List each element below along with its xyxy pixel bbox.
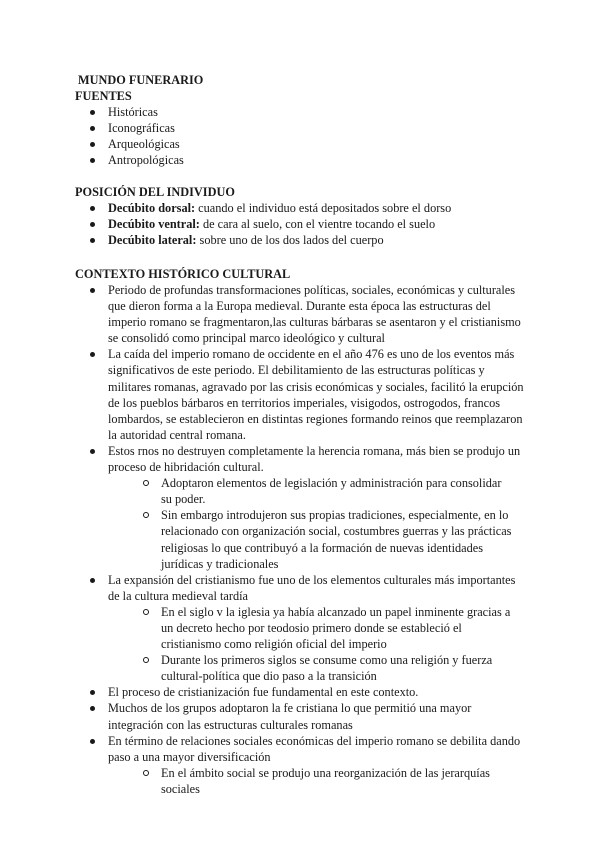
sublist xyxy=(143,604,513,684)
list-item-text: Estos rnos no destruyen completamente la herencia romana, más bien se produjo un proceso de hibridación cultural. xyxy=(108,443,521,475)
list-item: Antropológicas xyxy=(89,152,509,168)
sublist xyxy=(143,475,513,572)
list-item: Muchos de los grupos adoptaron la fe cristiana lo que permitió una mayor integración con las estructuras culturales romanas xyxy=(89,700,529,732)
list-item xyxy=(89,443,529,572)
term-label: Decúbito lateral: xyxy=(108,233,197,248)
list-item: Históricas xyxy=(89,104,509,120)
contexto-list xyxy=(89,282,529,797)
section-heading-contexto: CONTEXTO HISTÓRICO CULTURAL xyxy=(75,267,291,281)
sublist-item: En el siglo v la iglesia ya había alcanzado un papel inminente gracias a un decreto hecho por teodosio primero donde se estableció el cristianismo como religión oficial del imperio xyxy=(143,604,513,652)
list-item: Iconográficas xyxy=(89,120,509,136)
list-item xyxy=(89,200,529,216)
term-description: sobre uno de los dos lados del cuerpo xyxy=(196,233,384,248)
list-item: Arqueológicas xyxy=(89,136,509,152)
list-item: El proceso de cristianización fue fundamental en este contexto. xyxy=(89,684,529,700)
sublist-item: En el ámbito social se produjo una reorganización de las jerarquías sociales xyxy=(143,765,513,797)
term-label: Decúbito dorsal: xyxy=(108,201,196,215)
list-item: La caída del imperio romano de occidente en el año 476 es uno de los eventos más significativos de este periodo. El debilitamiento de las estructuras políticas y militares romanas, agravado por las crisis económicas y sociales, facilitó la erupción de los pueblos bárbaros en territorios imperiales, visigodos, ostrogodos, francos lombardos, se establecieron en distintas regiones formando reinos que reemplazaron la autoridad central romana. xyxy=(89,346,529,443)
sublist-item: Adoptaron elementos de legislación y administración para consolidar su poder. xyxy=(143,475,513,507)
list-item xyxy=(89,572,529,685)
list-item-text: La expansión del cristianismo fue uno de los elementos culturales más importantes de la cultura medieval tardía xyxy=(108,572,516,603)
document-title: MUNDO FUNERARIO xyxy=(78,73,204,87)
list-item: Periodo de profundas transformaciones políticas, sociales, económicas y culturales que dieron forma a la Europa medieval. Durante esta época las estructuras del imperio romano se fragmentaron,las culturas bárbaras se asentaron y el cristianismo se consolidó como principal marco ideológico y cultural xyxy=(89,282,529,346)
sublist-item: Sin embargo introdujeron sus propias tradiciones, especialmente, en lo relacionado con organización social, costumbres guerras y las prácticas religiosas lo que contribuyó a la formación de nuevas identidades jurídicas y tradicionales xyxy=(143,507,513,571)
list-item-text: En término de relaciones sociales económicas del imperio romano se debilita dando paso a una mayor diversificación xyxy=(108,733,521,764)
term-label: Decúbito ventral: xyxy=(108,217,200,232)
list-item xyxy=(89,232,529,248)
sublist-item: Durante los primeros siglos se consume como una religión y fuerza cultural-política que dio paso a la transición xyxy=(143,652,513,684)
list-item xyxy=(89,216,529,232)
sublist xyxy=(143,765,513,797)
section-heading-posicion: POSICIÓN DEL INDIVIDUO xyxy=(75,185,235,199)
section-heading-fuentes: FUENTES xyxy=(75,89,132,103)
posicion-list xyxy=(89,200,529,248)
term-description: de cara al suelo, con el vientre tocando el suelo xyxy=(199,217,436,232)
list-item xyxy=(89,733,529,797)
term-description: cuando el individuo está depositados sobre el dorso xyxy=(195,201,452,215)
fuentes-list xyxy=(89,104,509,168)
